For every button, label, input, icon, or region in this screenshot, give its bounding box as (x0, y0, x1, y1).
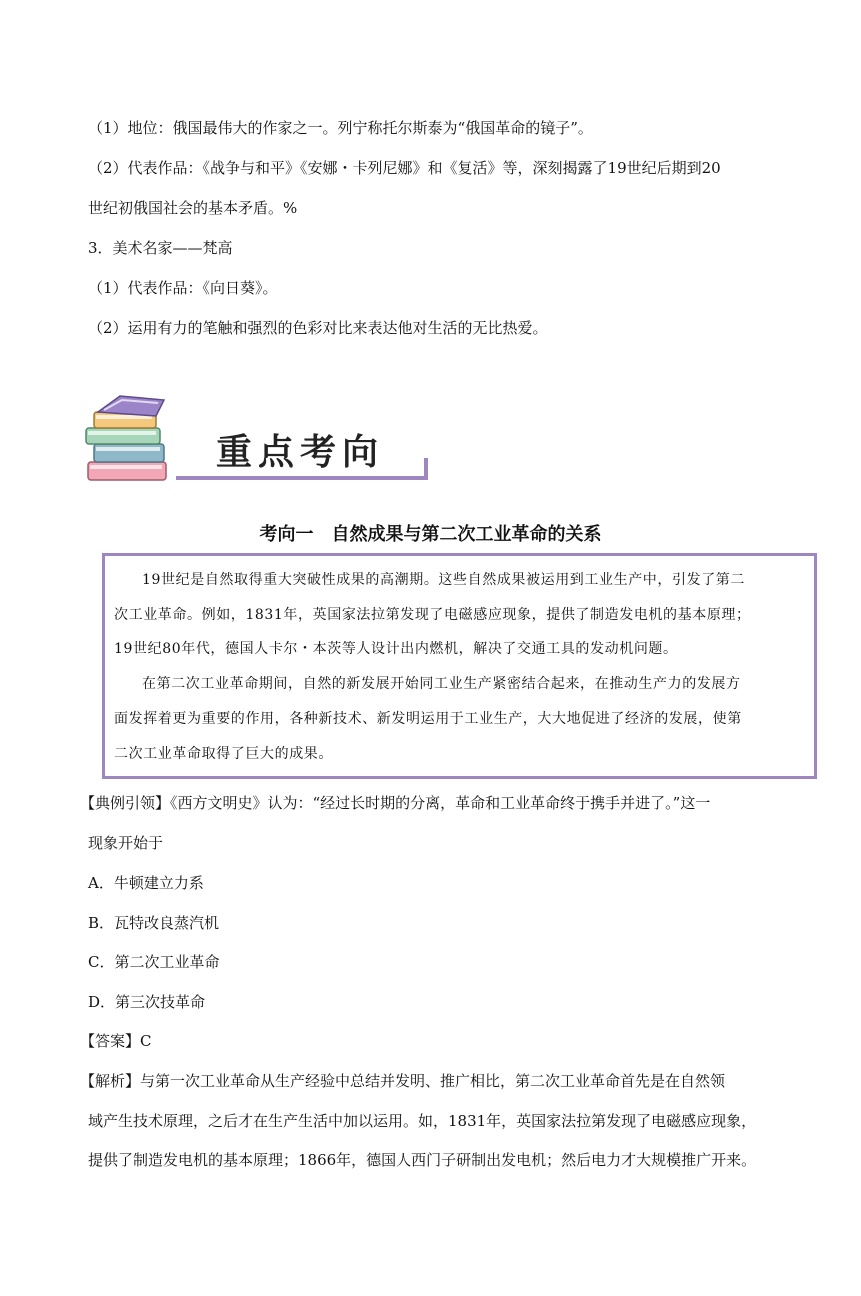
box-line-5: 面发挥着更为重要的作用，各种新技术、新发明运用于工业生产，大大地促进了经济的发展，使第 (114, 711, 742, 727)
explanation-line-2: 域产生技术原理，之后才在生产生活中加以运用。如，1831年，英国家法拉第发现了电磁感应现象， (88, 1112, 757, 1130)
box-line-1: 19世纪是自然取得重大突破性成果的高潮期。这些自然成果被运用到工业生产中，引发了第二 (142, 572, 746, 588)
box-line-6: 二次工业革命取得了巨大的成果。 (114, 746, 333, 762)
option-a: A．牛顿建立力系 (88, 874, 204, 892)
option-b: B．瓦特改良蒸汽机 (88, 914, 220, 932)
explanation-line-3: 提供了制造发电机的基本原理；1866年，德国人西门子研制出发电机；然后电力才大规模推广开来。 (88, 1151, 757, 1169)
answer: 【答案】C (80, 1032, 152, 1050)
intro-line-2: （2）代表作品：《战争与和平》《安娜・卡列尼娜》和《复活》等，深刻揭露了19世纪后期到20 (88, 159, 721, 177)
intro-line-4: 3．美术名家——梵高 (88, 239, 233, 257)
explanation-line-1: 【解析】与第一次工业革命从生产经验中总结并发明、推广相比，第二次工业革命首先是在自然领 (80, 1072, 726, 1090)
box-line-4: 在第二次工业革命期间，自然的新发展开始同工业生产紧密结合起来，在推动生产力的发展方 (142, 676, 741, 692)
section-title: 考向一 自然成果与第二次工业革命的关系 (259, 524, 602, 545)
intro-line-3: 世纪初俄国社会的基本矛盾。% (88, 199, 298, 217)
example-question-1: 【典例引领】《西方文明史》认为：“经过长时期的分离，革命和工业革命终于携手并进了。”这一 (80, 794, 711, 812)
intro-line-6: （2）运用有力的笔触和强烈的色彩对比来表达他对生活的无比热爱。 (88, 319, 548, 337)
intro-line-1: （1）地位：俄国最伟大的作家之一。列宁称托尔斯泰为“俄国革命的镜子”。 (88, 119, 593, 137)
example-question-2: 现象开始于 (88, 834, 164, 852)
option-c: C．第二次工业革命 (88, 953, 220, 971)
option-d: D．第三次技革命 (88, 993, 206, 1011)
box-line-2: 次工业革命。例如，1831年，英国家法拉第发现了电磁感应现象，提供了制造发电机的基本原理； (114, 607, 751, 623)
box-line-3: 19世纪80年代，德国人卡尔・本茨等人设计出内燃机，解决了交通工具的发动机问题。 (114, 641, 678, 657)
intro-line-5: （1）代表作品：《向日葵》。 (88, 279, 278, 297)
banner-title: 重点考向 (216, 431, 385, 473)
